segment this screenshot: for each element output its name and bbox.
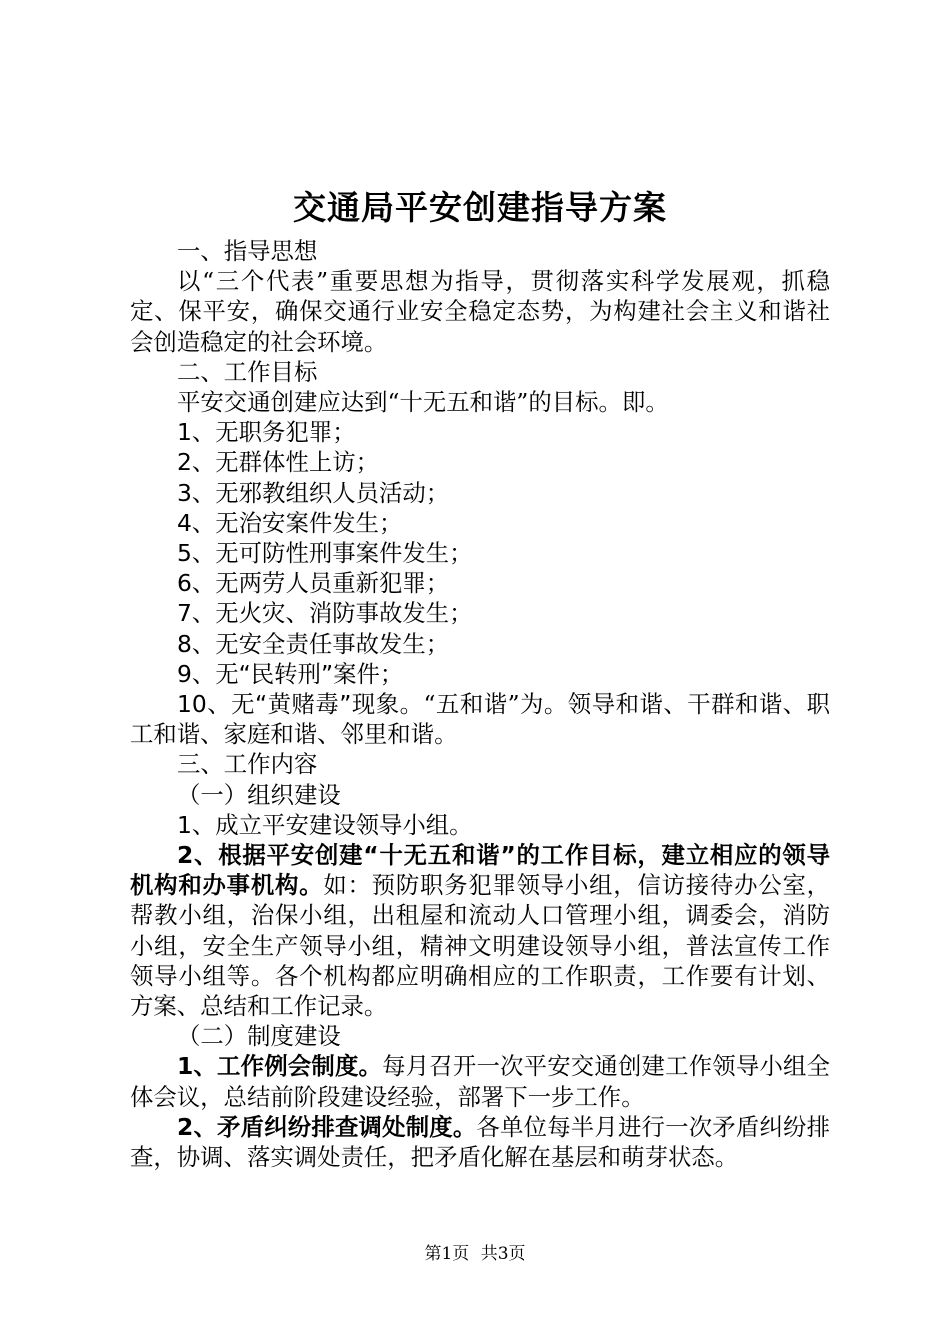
goal-item: 8、无安全责任事故发生；	[177, 629, 450, 658]
page-footer	[0, 1242, 950, 1266]
goal-item: 3、无邪教组织人员活动；	[177, 478, 450, 507]
subsection-heading-2: （二）制度建设	[177, 1022, 341, 1051]
subsection-2-item-1-tail: 每月召开一次平安交通创建工作领导小组全体会议，总结前阶段建设经验，部署下一步工作。	[130, 1052, 830, 1111]
subsection-1-item-2-head: 2、根据平安创建“十无五和谐”的工作目标，建立相应的领导机构和办事机构。	[130, 841, 830, 900]
subsection-2-item-2	[130, 1112, 830, 1172]
goal-10-tail: “五和谐”为。领导和谐、干群和谐、职工和谐、家庭和谐、邻里和谐。	[130, 690, 830, 749]
section-heading-2: 二、工作目标	[177, 357, 318, 386]
goal-item: 2、无群体性上访；	[177, 448, 380, 477]
section-heading-3: 三、工作内容	[177, 750, 318, 779]
page-number: 第1页	[424, 1244, 470, 1264]
section-heading-1: 一、指导思想	[177, 237, 318, 265]
section-2-intro: 平安交通创建应达到“十无五和谐”的目标。即。	[177, 388, 669, 417]
document-page	[130, 180, 830, 1172]
subsection-1-item-1: 1、成立平安建设领导小组。	[177, 810, 473, 839]
goal-item: 6、无两劳人员重新犯罪；	[177, 569, 450, 598]
subsection-2-item-1	[130, 1051, 830, 1111]
document-title: 交通局平安创建指导方案	[293, 188, 667, 227]
goal-item: 1、无职务犯罪；	[177, 418, 356, 447]
subsection-2-item-1-head: 1、工作例会制度。	[177, 1052, 383, 1081]
goal-item: 9、无“民转刑”案件；	[177, 659, 404, 688]
goal-item: 5、无可防性刑事案件发生；	[177, 539, 473, 568]
section-1-paragraph: 以“三个代表”重要思想为指导，贯彻落实科学发展观，抓稳定、保平安，确保交通行业安全稳定态势，为构建社会主义和谐社会创造稳定的社会环境。	[130, 267, 830, 356]
goal-item-10	[130, 689, 830, 749]
subsection-2-item-2-tail: 各单位每半月进行一次矛盾纠纷排查，协调、落实调处责任，把矛盾化解在基层和萌芽状态。	[130, 1112, 830, 1172]
subsection-heading-1: （一）组织建设	[177, 780, 341, 809]
goal-item: 4、无治安案件发生；	[177, 508, 403, 537]
page-total: 共3页	[480, 1244, 526, 1264]
goal-10-head: 10、无“黄赌毒”现象。	[177, 690, 424, 719]
goal-item: 7、无火灾、消防事故发生；	[177, 599, 473, 628]
subsection-2-item-2-head: 2、矛盾纠纷排查调处制度。	[177, 1112, 477, 1141]
subsection-1-item-2-tail: 如：预防职务犯罪领导小组，信访接待办公室，帮教小组，治保小组，出租屋和流动人口管理小组，调委会，消防小组，安全生产领导小组，精神文明建设领导小组，普法宣传工作领导小组等。各个机构都应明确相应的工作职责，工作要有计划、方案、总结和工作记录。	[130, 871, 831, 1021]
subsection-1-item-2	[130, 840, 830, 1021]
